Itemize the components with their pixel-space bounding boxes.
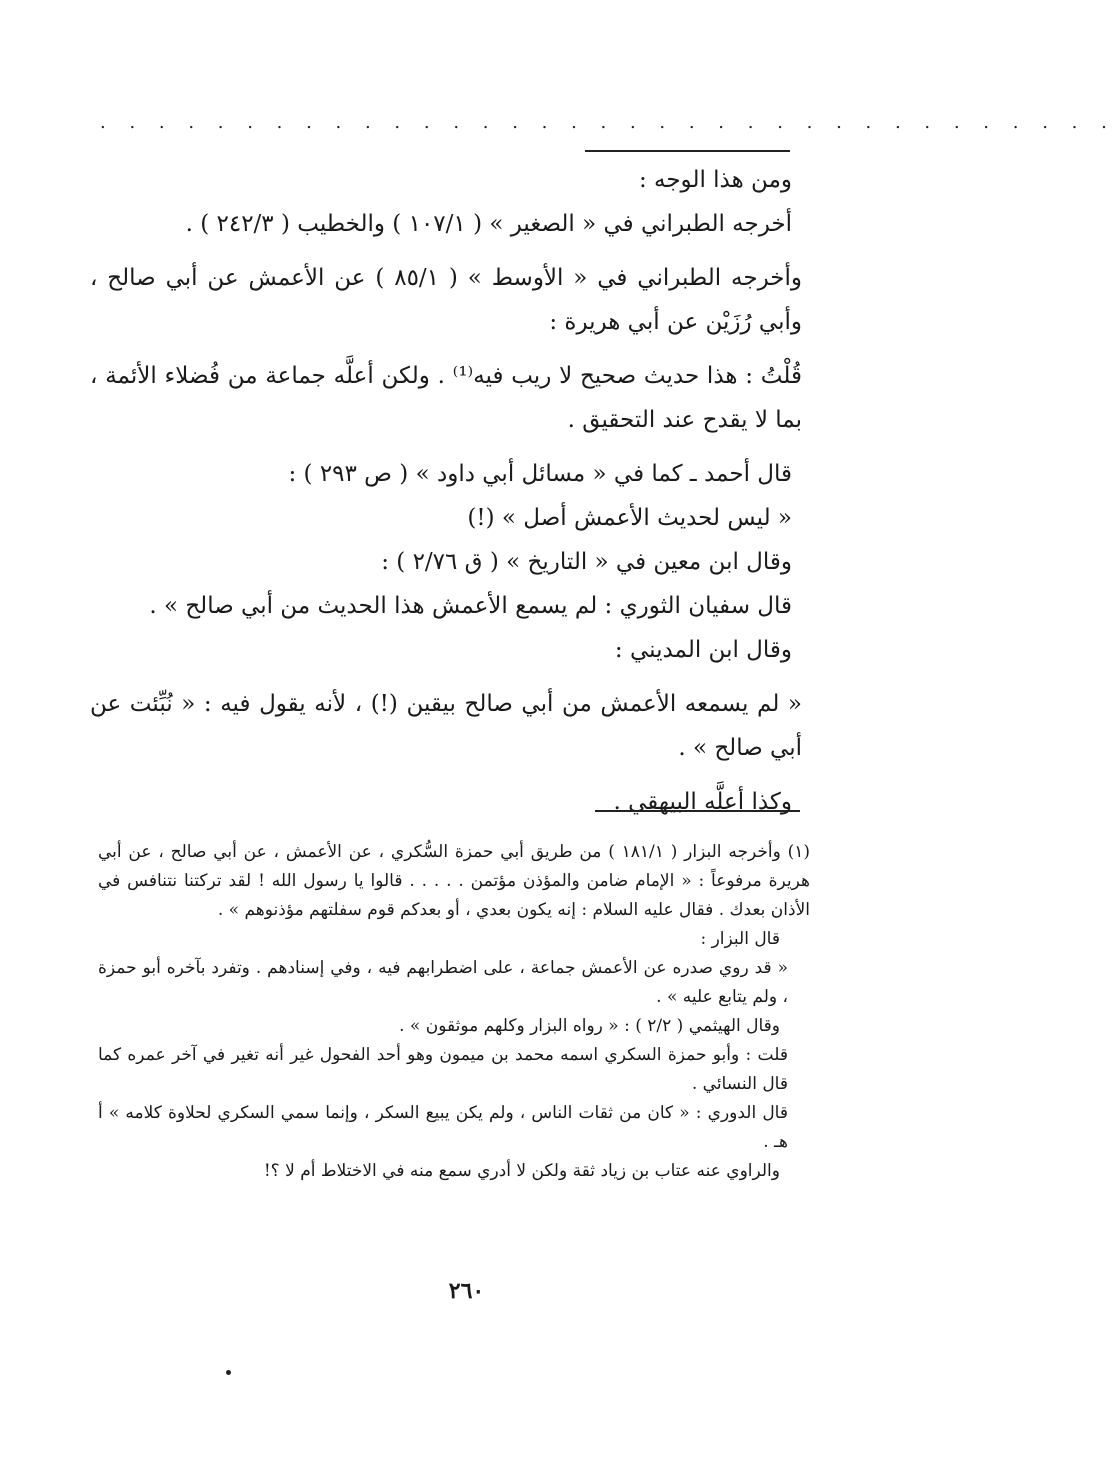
paragraph: « ليس لحديث الأعمش أصل » (!) bbox=[467, 505, 792, 531]
footnote-paragraph: قال الدوري : « كان من ثقات الناس ، ولم يكن يبيع السكر ، وإنما سمي السكري لحلاوة كلامه » أ هـ . bbox=[98, 1103, 788, 1152]
paragraph: وقال ابن معين في « التاريخ » ( ق ٢/٧٦ ) : bbox=[381, 549, 792, 575]
paragraph: وقال ابن المديني : bbox=[614, 637, 792, 663]
paragraph: وكذا أعلَّه البيهقي . bbox=[613, 789, 792, 815]
footnotes bbox=[98, 838, 810, 1186]
footnote-paragraph: (١) وأخرجه البزار ( ١٨١/١ ) من طريق أبي حمزة السُّكري ، عن الأعمش ، عن أبي صالح ، عن أبي هريرة مرفوعاً : « الإمام ضامن والمؤذن مؤتمن . . . . . قالوا يا رسول الله ! لقد تركتنا نتنافس في الأذان بعدك . فقال عليه السلام : إنه يكون بعدي ، أو بعدكم قوم سفلتهم مؤذنوهم » . bbox=[98, 842, 810, 920]
footnote-rule bbox=[595, 810, 800, 812]
dot-leader: . . . . . . . . . . . . . . . . . . . . . . . . . . . . . . . . . . . bbox=[100, 112, 1116, 133]
footnote-paragraph: « قد روي صدره عن الأعمش جماعة ، على اضطرابهم فيه ، وفي إسنادهم . وتفرد بآخره أبو حمزة ، ولم يتابع عليه » . bbox=[98, 958, 788, 1007]
paragraph: أخرجه الطبراني في « الصغير » ( ١٠٧/١ ) والخطيب ( ٢٤٢/٣ ) . bbox=[185, 211, 792, 237]
paragraph: قال سفيان الثوري : لم يسمع الأعمش هذا الحديث من أبي صالح » . bbox=[149, 593, 792, 619]
page-number: ٢٦٠ bbox=[448, 1278, 485, 1304]
top-rule bbox=[585, 150, 790, 152]
footnote-paragraph: قال البزار : bbox=[700, 929, 780, 949]
footnote-paragraph: وقال الهيثمي ( ٢/٢ ) : « رواه البزار وكلهم موثقون » . bbox=[399, 1016, 780, 1036]
main-text bbox=[90, 158, 802, 824]
footnote-paragraph: قلت : وأبو حمزة السكري اسمه محمد بن ميمون وهو أحد الفحول غير أنه تغير في آخر عمره كما قال النسائي . bbox=[98, 1045, 788, 1094]
paragraph: « لم يسمعه الأعمش من أبي صالح بيقين (!) ، لأنه يقول فيه : « نُبِّئت عن أبي صالح » . bbox=[90, 691, 802, 761]
paragraph: قال أحمد ـ كما في « مسائل أبي داود » ( ص ٢٩٣ ) : bbox=[288, 461, 792, 487]
paragraph: قُلْتُ : هذا حديث صحيح لا ريب فيه⁽¹⁾ . ولكن أعلَّه جماعة من فُضلاء الأئمة ، بما لا يقدح عند التحقيق . bbox=[90, 363, 802, 433]
paragraph: ومن هذا الوجه : bbox=[638, 167, 792, 193]
paragraph: وأخرجه الطبراني في « الأوسط » ( ٨٥/١ ) عن الأعمش عن أبي صالح ، وأبي رُزَيْن عن أبي هريرة : bbox=[90, 265, 802, 335]
scan-speck bbox=[226, 1370, 231, 1375]
footnote-paragraph: والراوي عنه عتاب بن زياد ثقة ولكن لا أدري سمع منه في الاختلاط أم لا ؟! bbox=[263, 1161, 780, 1181]
